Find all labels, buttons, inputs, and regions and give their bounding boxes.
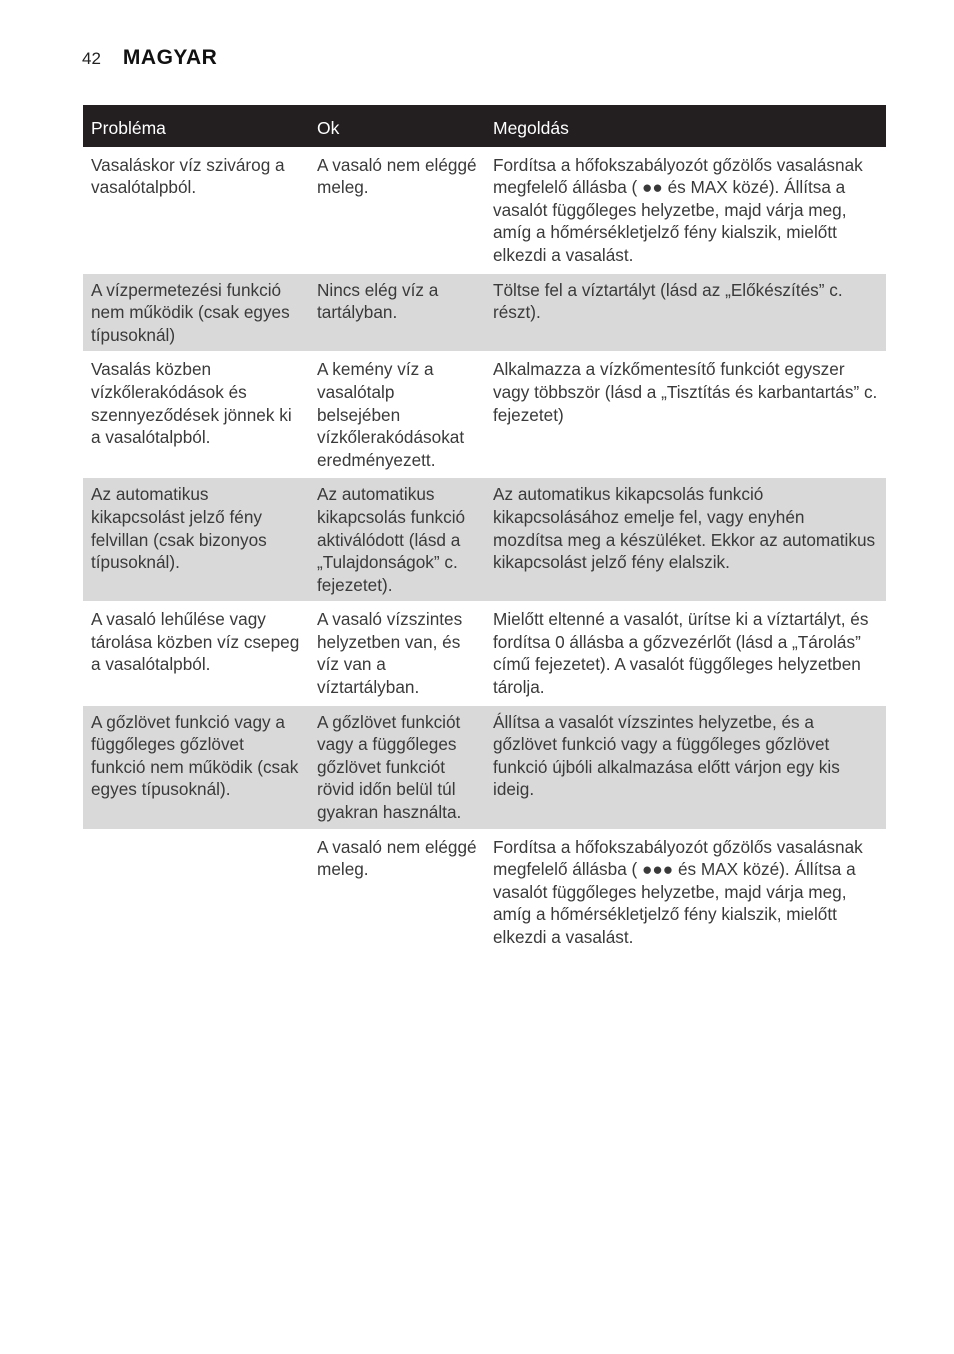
solution-cell: Fordítsa a hőfokszabályozót gőzölős vasalásnak megfelelő állásba ( ●● és MAX közé). Állítsa a vasalót függőleges helyzetbe, majd várja meg, amíg a hőmérsékletjelző fény kialszik, mielőtt elkezdi a vasalást. <box>485 148 886 273</box>
solution-cell: Töltse fel a víztartályt (lásd az „Előkészítés” c. részt). <box>485 273 886 353</box>
problem-cell: A gőzlövet funkció vagy a függőleges gőzlövet funkció nem működik (csak egyes típusoknál). <box>83 705 309 830</box>
solution-cell: Alkalmazza a vízkőmentesítő funkciót egyszer vagy többször (lásd a „Tisztítás és karbantartás” c. fejezetet) <box>485 352 886 477</box>
column-header-cause: Ok <box>309 105 485 148</box>
problem-cell: Vasalás közben vízkőlerakódások és szennyeződések jönnek ki a vasalótalpból. <box>83 352 309 477</box>
page-header <box>82 46 217 70</box>
problem-cell: A vízpermetezési funkció nem működik (csak egyes típusoknál) <box>83 273 309 353</box>
problem-cell: Az automatikus kikapcsolást jelző fény felvillan (csak bizonyos típusoknál). <box>83 477 309 602</box>
cause-cell: A kemény víz a vasalótalp belsejében vízkőlerakódásokat eredményezett. <box>309 352 485 477</box>
column-header-problem: Probléma <box>83 105 309 148</box>
problem-cell <box>83 830 309 954</box>
table-row <box>83 830 886 954</box>
table-row <box>83 148 886 273</box>
table-row <box>83 602 886 704</box>
cause-cell: A vasaló vízszintes helyzetben van, és víz van a víztartályban. <box>309 602 485 704</box>
problem-cell: Vasaláskor víz szivárog a vasalótalpból. <box>83 148 309 273</box>
table-row <box>83 477 886 602</box>
table-header-row <box>83 105 886 148</box>
table-row <box>83 705 886 830</box>
solution-cell: Az automatikus kikapcsolás funkció kikapcsolásához emelje fel, vagy enyhén mozdítsa meg a készüléket. Ekkor az automatikus kikapcsolást jelző fény elalszik. <box>485 477 886 602</box>
cause-cell: Az automatikus kikapcsolás funkció aktiválódott (lásd a „Tulajdonságok” c. fejezetet). <box>309 477 485 602</box>
troubleshooting-table <box>83 105 886 954</box>
table-row <box>83 352 886 477</box>
cause-cell: A vasaló nem eléggé meleg. <box>309 830 485 954</box>
cause-cell: A gőzlövet funkciót vagy a függőleges gőzlövet funkciót rövid időn belül túl gyakran használta. <box>309 705 485 830</box>
table-row <box>83 273 886 353</box>
solution-cell: Mielőtt eltenné a vasalót, ürítse ki a víztartályt, és fordítsa 0 állásba a gőzvezérlőt (lásd a „Tárolás” című fejezetet). A vasalót függőleges helyzetben tárolja. <box>485 602 886 704</box>
page-number: 42 <box>82 49 101 68</box>
cause-cell: Nincs elég víz a tartályban. <box>309 273 485 353</box>
solution-cell: Fordítsa a hőfokszabályozót gőzölős vasalásnak megfelelő állásba ( ●●● és MAX közé). Állítsa a vasalót függőleges helyzetbe, majd várja meg, amíg a hőmérsékletjelző fény kialszik, mielőtt elkezdi a vasalást. <box>485 830 886 954</box>
section-title: MAGYAR <box>122 46 218 69</box>
column-header-solution: Megoldás <box>485 105 886 148</box>
solution-cell: Állítsa a vasalót vízszintes helyzetbe, és a gőzlövet funkció vagy a függőleges gőzlövet funkció újbóli alkalmazása előtt várjon egy kis ideig. <box>485 705 886 830</box>
cause-cell: A vasaló nem eléggé meleg. <box>309 148 485 273</box>
problem-cell: A vasaló lehűlése vagy tárolása közben víz csepeg a vasalótalpból. <box>83 602 309 704</box>
